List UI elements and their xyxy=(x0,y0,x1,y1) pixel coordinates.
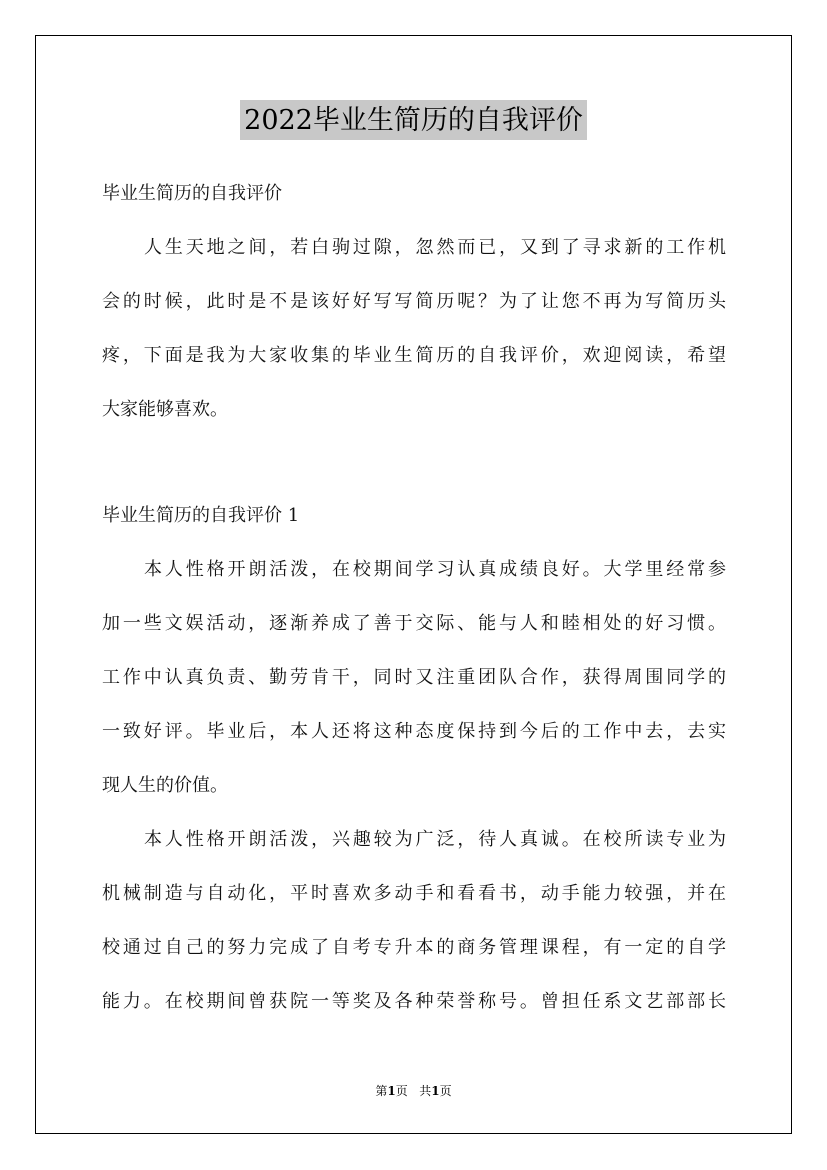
footer-page-prefix: 第 xyxy=(375,1084,388,1098)
paragraph-line: 疼，下面是我为大家收集的毕业生简历的自我评价，欢迎阅读，希望 xyxy=(102,345,726,366)
footer-page-number: 1 xyxy=(387,1084,396,1098)
paragraph-line: 工作中认真负责、勤劳肯干，同时又注重团队合作，获得周围同学的 xyxy=(102,667,726,688)
page-footer xyxy=(0,1082,827,1099)
section-heading: 毕业生简历的自我评价 xyxy=(102,183,282,204)
paragraph-line: 机械制造与自动化，平时喜欢多动手和看看书，动手能力较强，并在 xyxy=(102,883,726,904)
document-body xyxy=(102,172,726,1034)
title-container xyxy=(0,100,827,140)
paragraph-line: 加一些文娱活动，逐渐养成了善于交际、能与人和睦相处的好习惯。 xyxy=(102,613,726,634)
footer-total-pages: 1 xyxy=(431,1084,440,1098)
footer-page-suffix: 页 xyxy=(439,1084,452,1098)
paragraph-line: 大家能够喜欢。 xyxy=(102,399,228,420)
paragraph-line: 一致好评。毕业后，本人还将这种态度保持到今后的工作中去，去实 xyxy=(102,721,726,742)
paragraph-line: 人生天地之间，若白驹过隙，忽然而已，又到了寻求新的工作机 xyxy=(144,237,726,258)
paragraph-gap xyxy=(102,442,726,494)
paragraph-line: 能力。在校期间曾获院一等奖及各种荣誉称号。曾担任系文艺部部长 xyxy=(102,991,726,1012)
paragraph-line: 现人生的价值。 xyxy=(102,775,228,796)
paragraph-line: 本人性格开朗活泼，兴趣较为广泛，待人真诚。在校所读专业为 xyxy=(144,829,726,850)
paragraph-line: 校通过自己的努力完成了自考专升本的商务管理课程，有一定的自学 xyxy=(102,937,726,958)
paragraph-line: 本人性格开朗活泼，在校期间学习认真成绩良好。大学里经常参 xyxy=(144,559,726,580)
footer-page-mid: 页 共 xyxy=(395,1084,432,1098)
paragraph-line: 会的时候，此时是不是该好好写写简历呢？为了让您不再为写简历头 xyxy=(102,291,726,312)
document-title: 2022毕业生简历的自我评价 xyxy=(240,100,587,140)
section-heading: 毕业生简历的自我评价 1 xyxy=(102,505,300,526)
